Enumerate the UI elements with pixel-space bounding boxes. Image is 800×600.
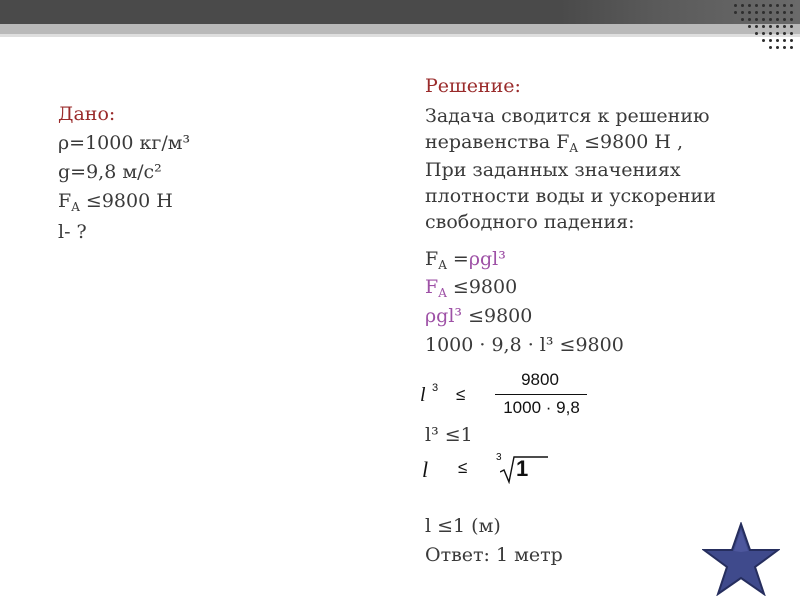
dot xyxy=(776,46,779,49)
given-density: ρ=1000 кг/м³ xyxy=(58,132,191,154)
dot xyxy=(762,39,765,42)
dot xyxy=(783,46,786,49)
equation-fa-ineq: $F_A \le 9800$ xyxy=(425,276,518,300)
frac-denominator: 1000 · 9,8 xyxy=(503,398,580,417)
dot xyxy=(762,18,765,21)
dot xyxy=(769,11,772,14)
dot xyxy=(741,18,744,21)
dot xyxy=(790,39,793,42)
dot xyxy=(734,11,737,14)
dot xyxy=(755,32,758,35)
dot xyxy=(748,11,751,14)
given-block xyxy=(58,100,190,247)
dot xyxy=(755,11,758,14)
dot xyxy=(762,32,765,35)
root-value: 1 xyxy=(516,456,529,481)
solution-paragraph-1: Задача сводится к решению неравенства $F_A \le 9800$ Н , xyxy=(425,105,710,155)
dot xyxy=(783,11,786,14)
given-heading: Дано: xyxy=(58,103,116,125)
frac-le: ≤ xyxy=(456,385,466,404)
header-stripe-line xyxy=(0,34,800,37)
given-force: $F_A \le 9800$ Н xyxy=(58,190,173,214)
dot xyxy=(776,18,779,21)
dot xyxy=(748,18,751,21)
dot xyxy=(769,39,772,42)
dot xyxy=(741,11,744,14)
dot xyxy=(748,25,751,28)
equation-numeric: 1000 · 9,8 · l³ ≤9800 xyxy=(425,334,624,356)
solution-paragraph-2: При заданных значениях плотности воды и ускорении свободного падения: xyxy=(425,159,716,233)
dot xyxy=(769,32,772,35)
star-icon[interactable] xyxy=(702,522,780,596)
dot xyxy=(776,11,779,14)
dot xyxy=(790,25,793,28)
root-le: ≤ xyxy=(458,458,468,477)
given-unknown: l- ? xyxy=(58,221,87,243)
dot xyxy=(783,18,786,21)
equation-result: l ≤1 (м) xyxy=(425,515,501,537)
dot xyxy=(783,4,786,7)
solution-heading: Решение: xyxy=(425,75,521,97)
dot xyxy=(783,25,786,28)
dot xyxy=(790,32,793,35)
dot xyxy=(776,4,779,7)
dot xyxy=(755,25,758,28)
frac-numerator: 9800 xyxy=(521,370,559,389)
fraction-inequality xyxy=(420,370,600,426)
frac-exp: 3 xyxy=(432,382,439,394)
dot xyxy=(776,39,779,42)
root-inequality xyxy=(420,452,560,486)
dot xyxy=(755,18,758,21)
dot xyxy=(748,4,751,7)
dot xyxy=(783,32,786,35)
dot xyxy=(790,11,793,14)
dot xyxy=(762,25,765,28)
dot xyxy=(790,18,793,21)
dot xyxy=(769,18,772,21)
equation-l-cubed: l³ ≤1 xyxy=(425,424,473,446)
solution-block xyxy=(425,73,765,235)
dot xyxy=(741,4,744,7)
header-stripe xyxy=(0,24,800,34)
dot xyxy=(790,46,793,49)
dot xyxy=(790,4,793,7)
dot xyxy=(776,25,779,28)
dot xyxy=(769,4,772,7)
dot xyxy=(769,25,772,28)
dot xyxy=(762,4,765,7)
frac-l: l xyxy=(420,384,426,406)
root-l: l xyxy=(422,457,429,482)
given-gravity: g=9,8 м/с² xyxy=(58,161,162,183)
equation-rhogl-ineq: ρgl³ ≤9800 xyxy=(425,305,533,327)
equation-fa-rho: $F_A =\rho gl^3$ xyxy=(425,248,506,272)
fraction-bar xyxy=(495,394,587,395)
dot xyxy=(762,11,765,14)
dot xyxy=(769,46,772,49)
dot xyxy=(755,4,758,7)
dot xyxy=(776,32,779,35)
answer-line: Ответ: 1 метр xyxy=(425,544,563,566)
dot xyxy=(783,39,786,42)
dot-pattern xyxy=(730,0,800,56)
root-index: 3 xyxy=(496,452,502,463)
dot xyxy=(734,4,737,7)
